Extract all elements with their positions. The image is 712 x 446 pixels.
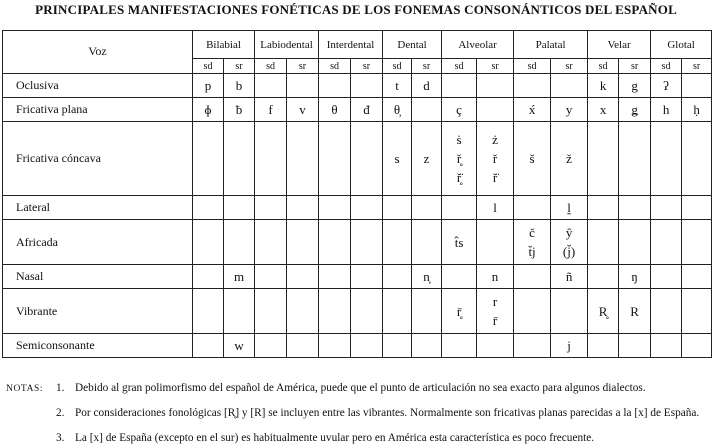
table-row — [3, 289, 712, 334]
phone-cell — [319, 334, 351, 358]
group-glotal: Glotal — [651, 31, 712, 59]
phone-symbol: d — [423, 78, 430, 93]
phone-cell — [551, 334, 588, 358]
phone-cell — [477, 289, 514, 334]
phone-symbol: ř — [492, 151, 498, 166]
table-row — [3, 220, 712, 265]
phone-symbol: ř̥ — [456, 151, 462, 166]
sub-header-sd: sd — [383, 59, 412, 74]
phone-cell — [193, 98, 224, 122]
note-text: Por consideraciones fonológicas [R̥] y [R] se incluyen entre las vibrantes. Normalmente son fricativas planas parecidas a la [x] de España. — [75, 407, 700, 419]
phone-cell — [514, 265, 551, 289]
phone-symbol: f — [268, 102, 273, 117]
phone-cell — [412, 220, 442, 265]
phone-cell — [651, 289, 682, 334]
phone-symbol: ḥ — [693, 102, 700, 117]
phone-cell — [651, 265, 682, 289]
phone-symbol: x́ — [528, 102, 536, 117]
phone-cell — [255, 98, 287, 122]
phone-cell — [588, 220, 619, 265]
phone-cell — [551, 220, 588, 265]
table-row — [3, 74, 712, 98]
row-label: Fricativa cóncava — [3, 122, 193, 196]
phone-cell — [442, 196, 477, 220]
phone-cell — [514, 334, 551, 358]
phone-symbol: ƀ — [235, 102, 243, 117]
phone-cell — [287, 74, 319, 98]
note-text: La [x] de España (excepto en el sur) es habitualmente uvular pero en América esta característica es poco frecuente. — [75, 432, 595, 444]
phone-symbol: R — [630, 303, 639, 319]
phone-cell — [514, 289, 551, 334]
phone-cell — [255, 74, 287, 98]
phone-symbol: v — [299, 102, 306, 117]
phone-cell — [383, 122, 412, 196]
phone-cell — [651, 122, 682, 196]
sub-header-sr: sr — [287, 59, 319, 74]
phone-symbol: đ — [363, 102, 370, 117]
phone-symbol: t — [395, 78, 399, 93]
phone-symbol: θ̦ — [393, 102, 401, 117]
note-number: 2. — [56, 407, 65, 419]
phone-cell — [255, 220, 287, 265]
phone-cell — [224, 220, 255, 265]
phone-cell — [651, 74, 682, 98]
phone-cell — [383, 74, 412, 98]
note-text: Debido al gran polimorfismo del español de América, puede que el punto de articulación no sea exacto para algunos dialectos. — [75, 382, 646, 394]
phone-cell — [514, 196, 551, 220]
phone-cell — [551, 265, 588, 289]
group-alveolar: Alveolar — [442, 31, 514, 59]
phone-cell — [193, 334, 224, 358]
phone-cell — [193, 289, 224, 334]
table-row — [3, 196, 712, 220]
table-row — [3, 98, 712, 122]
phone-cell — [619, 122, 651, 196]
phone-cell — [351, 334, 383, 358]
notes-label: NOTAS: — [6, 384, 44, 394]
sub-header-sr: sr — [551, 59, 588, 74]
phone-symbol: ʔ — [663, 78, 669, 93]
table-row — [3, 122, 712, 196]
phone-cell — [193, 196, 224, 220]
sub-header-sr: sr — [351, 59, 383, 74]
phone-cell — [319, 220, 351, 265]
group-interdental: Interdental — [319, 31, 383, 59]
phone-symbol: l̰ — [567, 200, 571, 215]
row-label: Oclusiva — [3, 74, 193, 98]
phone-symbol: p — [204, 78, 212, 93]
phone-cell — [383, 98, 412, 122]
phone-symbol: h — [662, 102, 670, 117]
phone-cell — [651, 196, 682, 220]
phone-cell — [588, 334, 619, 358]
phone-cell — [682, 289, 712, 334]
phone-symbol: g — [631, 78, 638, 93]
group-header-row — [3, 31, 712, 59]
phone-symbol: k — [599, 78, 607, 93]
phone-cell — [412, 196, 442, 220]
phone-cell — [193, 220, 224, 265]
phone-cell — [477, 220, 514, 265]
phone-cell — [412, 289, 442, 334]
phone-cell — [255, 334, 287, 358]
phone-cell — [287, 122, 319, 196]
phone-cell — [682, 220, 712, 265]
phone-cell — [551, 289, 588, 334]
phone-cell — [287, 98, 319, 122]
phone-cell — [477, 334, 514, 358]
phone-cell — [319, 196, 351, 220]
phone-cell — [682, 265, 712, 289]
phone-cell — [551, 98, 588, 122]
group-dental: Dental — [383, 31, 442, 59]
phone-cell — [351, 265, 383, 289]
phone-cell — [442, 122, 477, 196]
phone-symbol: ż — [492, 132, 498, 147]
phone-cell — [383, 196, 412, 220]
note-number: 3. — [56, 432, 65, 444]
phone-cell — [412, 122, 442, 196]
group-bilabial: Bilabial — [193, 31, 255, 59]
phone-symbol: b — [235, 78, 243, 93]
phone-cell — [351, 74, 383, 98]
phone-symbol: š — [529, 151, 535, 166]
phone-cell — [551, 122, 588, 196]
phone-cell — [442, 98, 477, 122]
phone-cell — [255, 265, 287, 289]
phone-symbol: s — [394, 151, 400, 166]
phone-cell — [287, 265, 319, 289]
phone-cell — [551, 196, 588, 220]
sub-header-sd: sd — [442, 59, 477, 74]
phone-cell — [224, 98, 255, 122]
phone-cell — [682, 334, 712, 358]
phone-cell — [412, 74, 442, 98]
phone-cell — [255, 122, 287, 196]
phone-cell — [383, 220, 412, 265]
phone-cell — [351, 289, 383, 334]
phone-symbol: ž — [566, 151, 572, 166]
phone-cell — [224, 334, 255, 358]
phone-cell — [588, 265, 619, 289]
phone-symbol: θ — [331, 102, 338, 117]
phone-cell — [383, 334, 412, 358]
phone-cell — [442, 74, 477, 98]
phone-cell — [442, 220, 477, 265]
phone-symbol: ṡ — [456, 132, 462, 147]
sub-header-sd: sd — [319, 59, 351, 74]
phone-cell — [224, 196, 255, 220]
phone-cell — [224, 74, 255, 98]
page-title: PRINCIPALES MANIFESTACIONES FONÉTICAS DE LOS FONEMAS CONSONÁNTICOS DEL ESPAÑOL — [35, 2, 677, 17]
phone-symbol: ǥ — [631, 102, 638, 117]
phone-cell — [255, 289, 287, 334]
sub-header-sd: sd — [193, 59, 224, 74]
phone-cell — [224, 122, 255, 196]
sub-header-sd: sd — [651, 59, 682, 74]
phone-cell — [588, 122, 619, 196]
phone-cell — [319, 122, 351, 196]
phone-cell — [351, 122, 383, 196]
sub-header-sd: sd — [514, 59, 551, 74]
phone-cell — [224, 265, 255, 289]
table-row — [3, 265, 712, 289]
phone-symbol: ɸ — [204, 102, 212, 117]
phone-cell — [514, 122, 551, 196]
phone-cell — [193, 74, 224, 98]
row-label: Nasal — [3, 265, 193, 289]
phone-cell — [287, 220, 319, 265]
phone-symbol: ŷ — [565, 225, 573, 240]
phone-cell — [588, 196, 619, 220]
phone-symbol: w — [234, 338, 244, 353]
phone-symbol: l — [493, 200, 497, 215]
phone-symbol: r̥̄ — [456, 303, 462, 319]
phone-symbol: t̂s — [454, 234, 464, 250]
phone-symbol: ŋ — [631, 269, 638, 284]
phone-cell — [319, 265, 351, 289]
phone-cell — [477, 196, 514, 220]
row-label: Semiconsonante — [3, 334, 193, 358]
phone-cell — [682, 122, 712, 196]
group-velar: Velar — [588, 31, 651, 59]
phone-cell — [477, 122, 514, 196]
sub-header-sd: sd — [588, 59, 619, 74]
row-label: Fricativa plana — [3, 98, 193, 122]
phone-cell — [514, 220, 551, 265]
phone-symbol: t̆j — [528, 244, 536, 259]
phone-cell — [442, 265, 477, 289]
phone-cell — [255, 196, 287, 220]
phone-cell — [477, 265, 514, 289]
phone-cell — [619, 265, 651, 289]
phone-cell — [383, 265, 412, 289]
phone-symbol: ř̥̈ — [456, 170, 462, 185]
voz-header: Voz — [3, 31, 193, 74]
row-label: Vibrante — [3, 289, 193, 334]
phone-symbol: ř̈ — [492, 170, 498, 185]
phone-cell — [588, 74, 619, 98]
phone-cell — [412, 98, 442, 122]
phone-cell — [651, 334, 682, 358]
phone-cell — [351, 196, 383, 220]
phone-cell — [412, 265, 442, 289]
group-labiodental: Labiodental — [255, 31, 319, 59]
phone-cell — [682, 74, 712, 98]
phone-symbol: (j̆) — [562, 244, 576, 259]
phone-symbol: r̄ — [492, 313, 498, 328]
phone-symbol: y — [565, 102, 573, 117]
phone-symbol: n — [491, 269, 499, 284]
table-row — [3, 334, 712, 358]
phone-cell — [651, 220, 682, 265]
phone-cell — [514, 74, 551, 98]
phone-symbol: x — [599, 102, 607, 117]
phone-cell — [619, 98, 651, 122]
phone-cell — [319, 98, 351, 122]
note-number: 1. — [56, 382, 65, 394]
row-label: Lateral — [3, 196, 193, 220]
phone-symbol: r — [492, 294, 498, 309]
phone-cell — [682, 196, 712, 220]
phone-symbol: ç — [456, 102, 462, 117]
phoneme-table — [2, 30, 712, 358]
phone-cell — [619, 74, 651, 98]
phone-cell — [351, 98, 383, 122]
phone-cell — [514, 98, 551, 122]
phone-cell — [619, 220, 651, 265]
phone-cell — [619, 289, 651, 334]
row-label: Africada — [3, 220, 193, 265]
phone-symbol: m — [233, 269, 245, 284]
phone-cell — [287, 334, 319, 358]
phone-cell — [477, 98, 514, 122]
phone-symbol: R̥ — [598, 303, 608, 319]
table-body — [3, 74, 712, 358]
group-palatal: Palatal — [514, 31, 588, 59]
phone-cell — [193, 122, 224, 196]
phone-cell — [319, 74, 351, 98]
phone-cell — [651, 98, 682, 122]
phone-cell — [551, 74, 588, 98]
phone-cell — [442, 289, 477, 334]
sub-header-sr: sr — [412, 59, 442, 74]
sub-header-sd: sd — [255, 59, 287, 74]
phone-cell — [588, 289, 619, 334]
phone-cell — [619, 334, 651, 358]
phone-cell — [224, 289, 255, 334]
phone-cell — [442, 334, 477, 358]
phone-cell — [287, 289, 319, 334]
phone-cell — [351, 220, 383, 265]
phone-symbol: z — [423, 151, 430, 166]
sub-header-sr: sr — [224, 59, 255, 74]
phone-cell — [619, 196, 651, 220]
phone-cell — [319, 289, 351, 334]
phone-cell — [588, 98, 619, 122]
phone-symbol: j — [567, 338, 571, 353]
sub-header-sr: sr — [477, 59, 514, 74]
phone-symbol: ñ — [565, 269, 573, 284]
phone-cell — [477, 74, 514, 98]
phone-cell — [412, 334, 442, 358]
phone-cell — [193, 265, 224, 289]
phone-cell — [287, 196, 319, 220]
sub-header-sr: sr — [682, 59, 712, 74]
sub-header-sr: sr — [619, 59, 651, 74]
phone-symbol: č — [529, 225, 535, 240]
phone-cell — [682, 98, 712, 122]
phone-cell — [383, 289, 412, 334]
phone-symbol: n̦ — [423, 269, 430, 284]
